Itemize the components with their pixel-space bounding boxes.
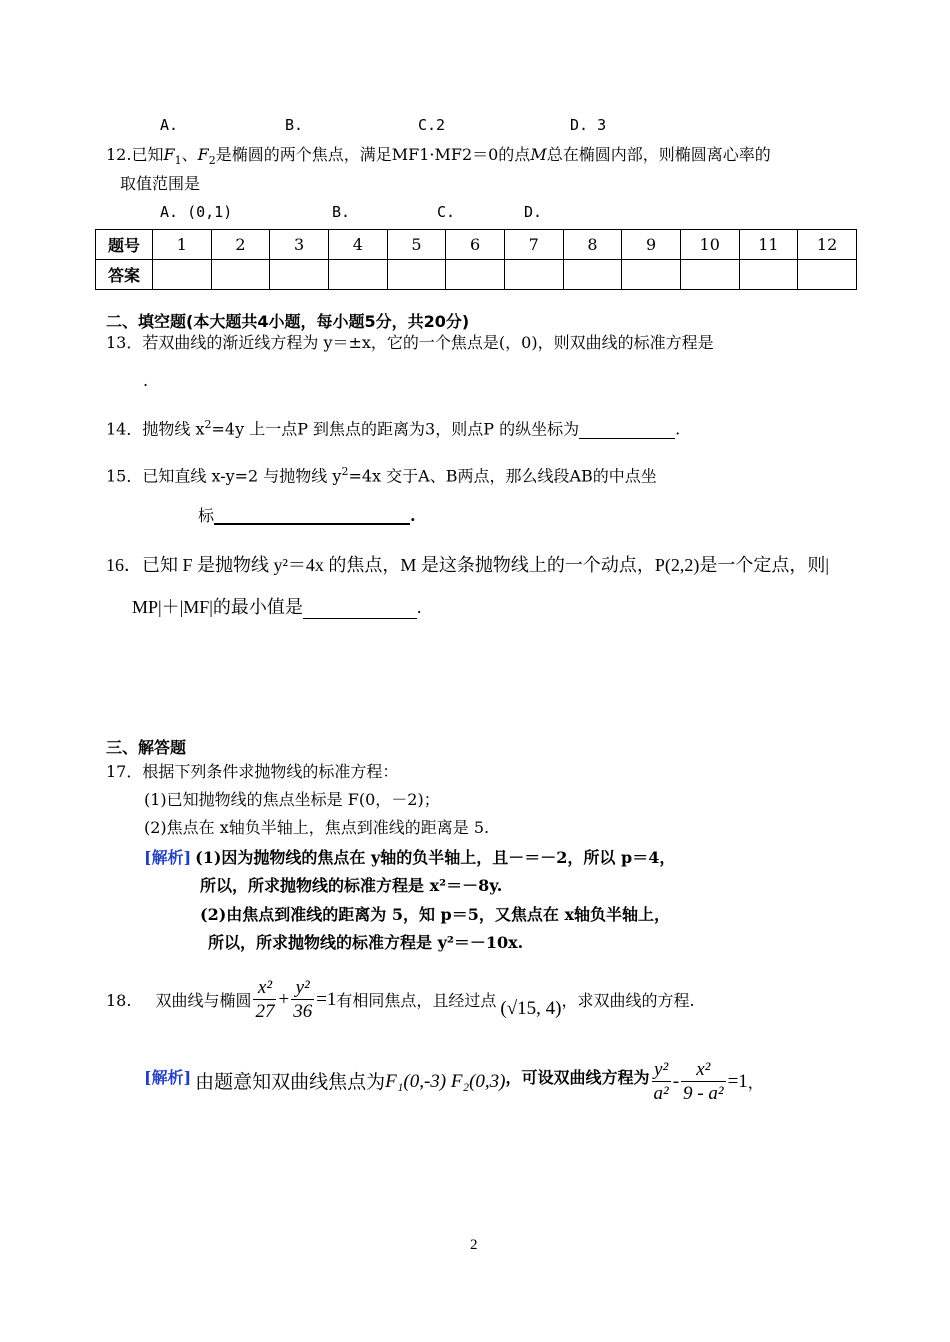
- table-header-answer: 答案: [96, 260, 153, 290]
- fraction-y2-36: $\frac{\text{y²}}{36}$: [293, 977, 313, 1022]
- answer-cell[interactable]: [387, 260, 446, 290]
- table-cell: 5: [387, 230, 446, 260]
- table-cell: 10: [680, 230, 739, 260]
- table-cell: 11: [739, 230, 798, 260]
- answer-cell[interactable]: [739, 260, 798, 290]
- solution-tag: [解析]: [144, 1068, 192, 1087]
- table-cell: 1: [153, 230, 212, 260]
- answer-table: [95, 229, 857, 290]
- q16-line2: MP|＋|MF|的最小值是 .: [132, 597, 422, 617]
- q13-line2: .: [143, 371, 149, 390]
- q14-answer-blank[interactable]: [579, 422, 675, 439]
- q18-number: 18.: [106, 990, 132, 1010]
- answer-cell[interactable]: [211, 260, 270, 290]
- q12-stem: 12.已知$F_1$、$F_2$是椭圆的两个焦点，满足MF1·MF2＝0的点M总在椭圆内部，则椭圆离心率的: [106, 145, 771, 168]
- foci-coordinates: F₁(0,-3) F₂(0,3): [385, 1070, 506, 1092]
- q15: 15．已知直线 x-y=2 与抛物线 $y^2=4x$ 交于A、B两点，那么线段AB的中点坐: [106, 465, 657, 486]
- table-cell: 9: [622, 230, 681, 260]
- q17-part2: (2)焦点在 x轴负半轴上，焦点到准线的距离是 5.: [144, 818, 490, 837]
- q11-option-d: D. 3: [570, 116, 607, 134]
- q17-part1: (1)已知抛物线的焦点坐标是 F(0，－2)；: [144, 790, 440, 809]
- q12-option-b: B.: [332, 203, 351, 221]
- q17-stem: 17．根据下列条件求抛物线的标准方程：: [106, 762, 399, 781]
- fraction-x2-27: $\frac{\text{x²}}{27}$: [255, 977, 275, 1022]
- table-header-question-number: 题号: [96, 230, 153, 260]
- table-cell: 3: [270, 230, 329, 260]
- section-2-title: 二、填空题(本大题共4小题，每小题5分，共20分): [106, 312, 470, 331]
- q17-solution-line3: (2)由焦点到准线的距离为 5，知 p＝5，又焦点在 x轴负半轴上，: [200, 905, 670, 924]
- table-cell: 4: [328, 230, 387, 260]
- q17-solution-line1: [解析] (1)因为抛物线的焦点在 y轴的负半轴上，且－＝－2，所以 p＝4，: [144, 848, 676, 867]
- page-number: 2: [470, 1237, 478, 1253]
- q13-line1: 13．若双曲线的渐近线方程为 y＝±x，它的一个焦点是(，0)，则双曲线的标准方程是: [106, 333, 714, 352]
- q11-option-c: C.2: [418, 116, 446, 134]
- q17-solution-line2: 所以，所求抛物线的标准方程是 x²＝－8y.: [200, 876, 503, 895]
- q16-line1: 16．已知 F 是抛物线 y²＝4x 的焦点，M 是这条抛物线上的一个动点，P(2,2)是一个定点，则|: [106, 555, 830, 575]
- fraction-x2-9-a2: $\frac{\text{x²}}{\text{9 - a²}}$: [683, 1059, 724, 1104]
- answer-cell[interactable]: [328, 260, 387, 290]
- fraction-y2-a2: $\frac{\text{y²}}{\text{a²}}$: [653, 1059, 669, 1104]
- answer-cell[interactable]: [446, 260, 505, 290]
- solution-tag: [解析]: [144, 848, 192, 867]
- q11-option-b: B.: [285, 116, 304, 134]
- q12-option-c: C.: [437, 203, 456, 221]
- answer-cell[interactable]: [504, 260, 563, 290]
- q15-answer-blank[interactable]: [214, 507, 410, 525]
- q12-stem-line2: 取值范围是: [120, 174, 201, 193]
- q17-solution-line4: 所以，所求抛物线的标准方程是 y²＝－10x.: [208, 933, 524, 952]
- q12-number: 12.: [106, 145, 132, 164]
- answer-cell[interactable]: [680, 260, 739, 290]
- section-3-title: 三、解答题: [106, 738, 187, 757]
- q14: 14．抛物线 $x^2=4y$ 上一点P 到焦点的距离为3，则点P 的纵坐标为 .: [106, 418, 681, 439]
- q12-option-a: A. (0,1): [160, 203, 233, 221]
- q18-solution: [解析] 由题意知双曲线焦点为 F₁(0,-3) F₂(0,3) ，可设双曲线方程为 $\frac{\text{y²}}{\text{a²}}$ - $\frac{\text{x²}}{\text{9 - a²}}$ =1 ，: [144, 1059, 764, 1104]
- q15-line2: 标 .: [198, 506, 416, 525]
- answer-cell[interactable]: [270, 260, 329, 290]
- table-row: [96, 260, 857, 290]
- table-cell: 6: [446, 230, 505, 260]
- q11-option-a: A.: [160, 116, 179, 134]
- table-cell: 7: [504, 230, 563, 260]
- table-cell: 8: [563, 230, 622, 260]
- q12-option-d: D.: [524, 203, 543, 221]
- table-row: [96, 230, 857, 260]
- answer-cell[interactable]: [563, 260, 622, 290]
- table-cell: 12: [798, 230, 857, 260]
- q18-stem: 18. 双曲线与椭圆 $\frac{\text{x²}}{27}$ + $\frac{\text{y²}}{36}$ =1 有相同焦点，且经过点 (√15, 4) ，求双曲线的方程.: [106, 977, 695, 1022]
- point-sqrt15-4: (√15, 4): [500, 997, 562, 1019]
- answer-cell[interactable]: [622, 260, 681, 290]
- q16-answer-blank[interactable]: [303, 601, 417, 619]
- answer-cell[interactable]: [153, 260, 212, 290]
- table-cell: 2: [211, 230, 270, 260]
- answer-cell[interactable]: [798, 260, 857, 290]
